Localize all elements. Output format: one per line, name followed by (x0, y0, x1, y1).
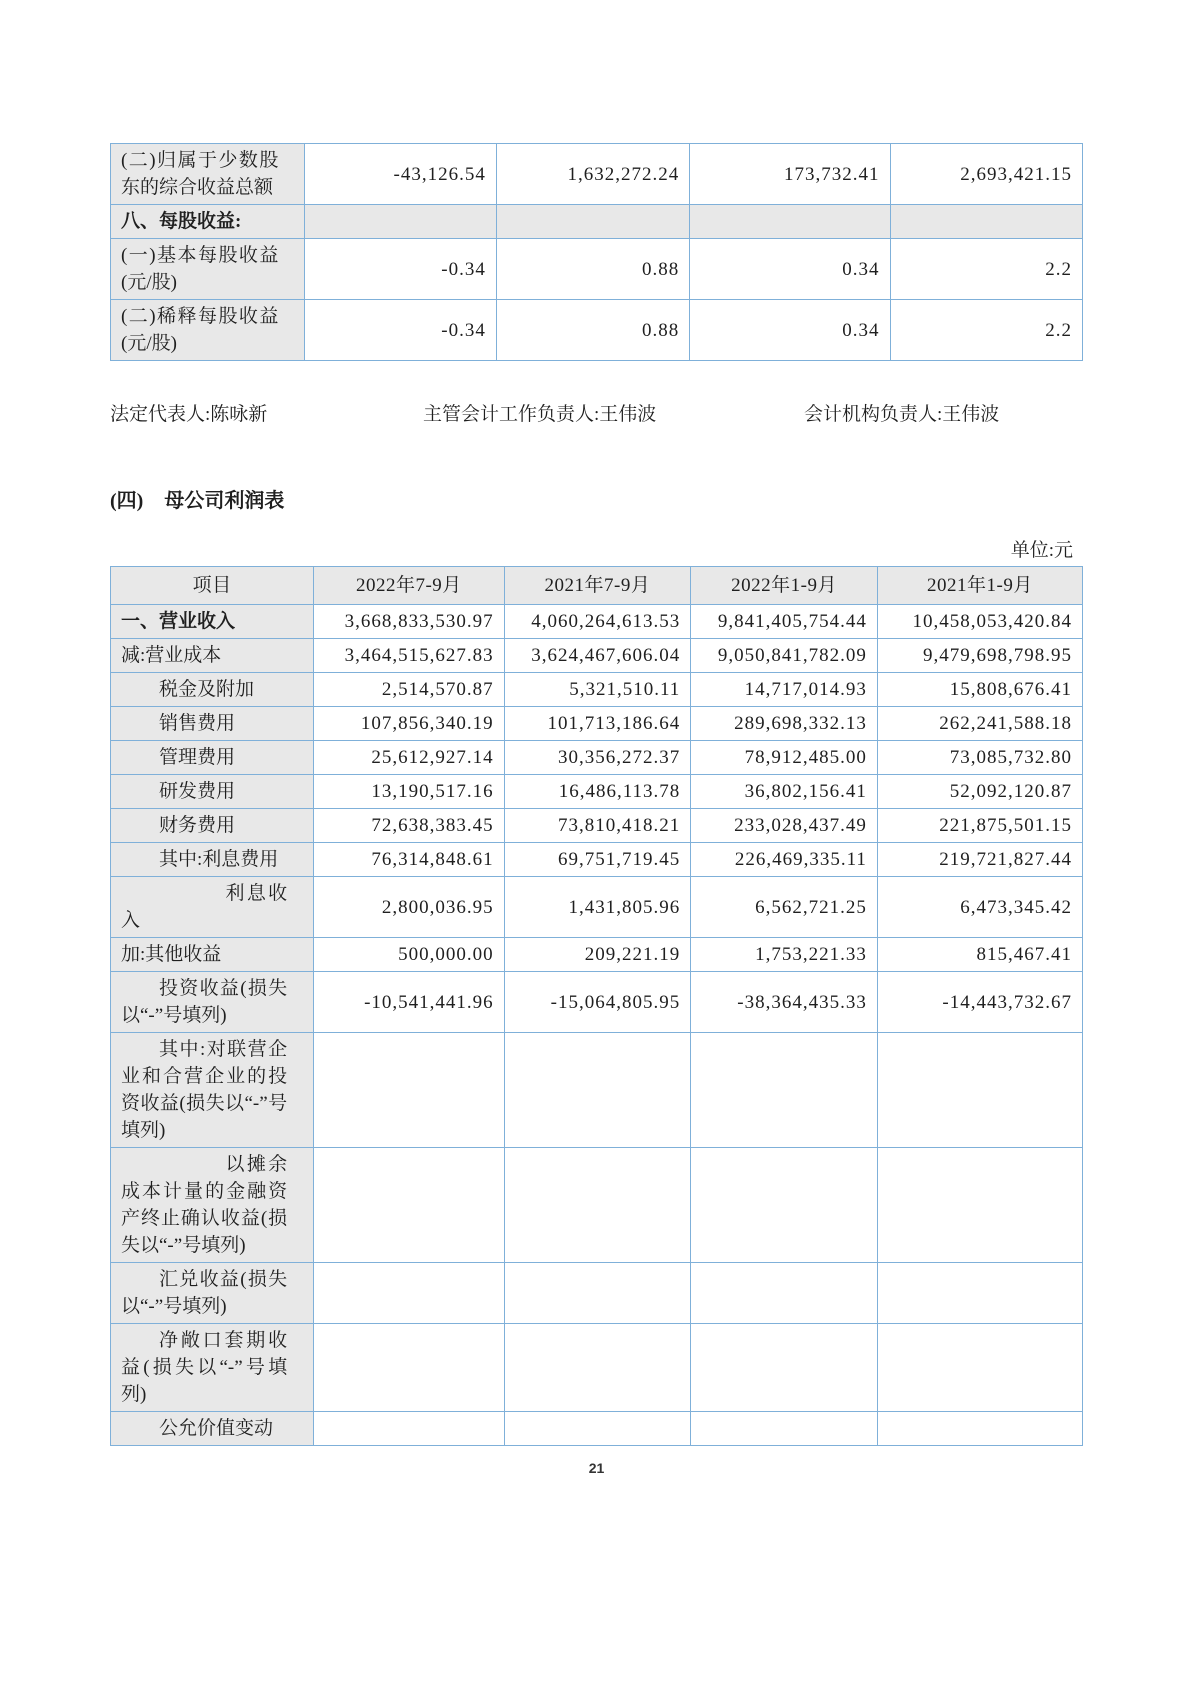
value-cell: 13,190,517.16 (314, 775, 505, 809)
value-cell: -38,364,435.33 (691, 972, 878, 1033)
value-cell (877, 1033, 1082, 1148)
item-label-cell: 以摊余成本计量的金融资产终止确认收益(损失以“-”号填列) (111, 1148, 314, 1263)
table-row (111, 673, 1083, 707)
item-label-cell: 汇兑收益(损失以“-”号填列) (111, 1263, 314, 1324)
page-number: 21 (588, 1460, 605, 1476)
column-header-2021-ytd: 2021年1-9月 (877, 567, 1082, 605)
value-cell: 1,632,272.24 (496, 144, 689, 205)
comprehensive-income-table (110, 143, 1083, 361)
item-label-cell: 利息收入 (111, 877, 314, 938)
item-label-cell: 净敞口套期收益(损失以“-”号填列) (111, 1324, 314, 1412)
value-cell (314, 1324, 505, 1412)
value-cell: -0.34 (305, 239, 496, 300)
value-cell: 5,321,510.11 (504, 673, 691, 707)
column-header-2022-ytd: 2022年1-9月 (691, 567, 878, 605)
value-cell: 6,473,345.42 (877, 877, 1082, 938)
item-label-cell: 其中:利息费用 (111, 843, 314, 877)
value-cell (691, 1324, 878, 1412)
value-cell: -14,443,732.67 (877, 972, 1082, 1033)
item-label-cell: 八、每股收益: (111, 205, 305, 239)
value-cell (496, 205, 689, 239)
table-row (111, 707, 1083, 741)
column-header-2021-q3: 2021年7-9月 (504, 567, 691, 605)
value-cell: 78,912,485.00 (691, 741, 878, 775)
value-cell: -15,064,805.95 (504, 972, 691, 1033)
table-row (111, 205, 1083, 239)
value-cell: 9,479,698,798.95 (877, 639, 1082, 673)
value-cell (314, 1412, 505, 1446)
section-number: (四) (110, 490, 144, 512)
item-label-cell: 减:营业成本 (111, 639, 314, 673)
value-cell (314, 1148, 505, 1263)
value-cell: -43,126.54 (305, 144, 496, 205)
item-label-cell: 销售费用 (111, 707, 314, 741)
value-cell: 209,221.19 (504, 938, 691, 972)
value-cell: 0.34 (690, 300, 890, 361)
value-cell: 3,624,467,606.04 (504, 639, 691, 673)
value-cell (691, 1263, 878, 1324)
value-cell: 3,464,515,627.83 (314, 639, 505, 673)
value-cell (314, 1033, 505, 1148)
value-cell: 4,060,264,613.53 (504, 605, 691, 639)
parent-company-income-statement-table (110, 566, 1083, 1446)
table-row (111, 144, 1083, 205)
value-cell: 233,028,437.49 (691, 809, 878, 843)
value-cell (691, 1033, 878, 1148)
value-cell: 3,668,833,530.97 (314, 605, 505, 639)
value-cell: 69,751,719.45 (504, 843, 691, 877)
value-cell: 52,092,120.87 (877, 775, 1082, 809)
value-cell: 2.2 (890, 300, 1083, 361)
table-row (111, 1148, 1083, 1263)
value-cell (877, 1148, 1082, 1263)
value-cell: 289,698,332.13 (691, 707, 878, 741)
value-cell: 9,050,841,782.09 (691, 639, 878, 673)
value-cell: 0.88 (496, 239, 689, 300)
value-cell (305, 205, 496, 239)
value-cell: 173,732.41 (690, 144, 890, 205)
section-title: 母公司利润表 (164, 490, 285, 512)
value-cell: 0.88 (496, 300, 689, 361)
column-header-2022-q3: 2022年7-9月 (314, 567, 505, 605)
item-label-cell: (二)归属于少数股东的综合收益总额 (111, 144, 305, 205)
value-cell (691, 1148, 878, 1263)
value-cell: 73,810,418.21 (504, 809, 691, 843)
value-cell: 6,562,721.25 (691, 877, 878, 938)
value-cell (504, 1263, 691, 1324)
value-cell: -10,541,441.96 (314, 972, 505, 1033)
table-row (111, 605, 1083, 639)
value-cell: 76,314,848.61 (314, 843, 505, 877)
item-label-cell: 加:其他收益 (111, 938, 314, 972)
table-row (111, 1324, 1083, 1412)
value-cell: 9,841,405,754.44 (691, 605, 878, 639)
value-cell: 72,638,383.45 (314, 809, 505, 843)
signature-line (110, 399, 1083, 426)
value-cell (890, 205, 1083, 239)
table-row (111, 741, 1083, 775)
item-label-cell: 管理费用 (111, 741, 314, 775)
table-row (111, 938, 1083, 972)
table-row (111, 877, 1083, 938)
value-cell: 107,856,340.19 (314, 707, 505, 741)
value-cell: 815,467.41 (877, 938, 1082, 972)
table-row (111, 639, 1083, 673)
unit-label: 单位:元 (1010, 540, 1073, 561)
value-cell: 2,514,570.87 (314, 673, 505, 707)
accounting-department-head-signature: 会计机构负责人:王伟波 (804, 404, 1000, 425)
value-cell (690, 205, 890, 239)
value-cell: -0.34 (305, 300, 496, 361)
item-label-cell: 其中:对联营企业和合营企业的投资收益(损失以“-”号填列) (111, 1033, 314, 1148)
item-label-cell: 财务费用 (111, 809, 314, 843)
value-cell: 10,458,053,420.84 (877, 605, 1082, 639)
value-cell (877, 1263, 1082, 1324)
value-cell: 14,717,014.93 (691, 673, 878, 707)
value-cell (314, 1263, 505, 1324)
value-cell: 226,469,335.11 (691, 843, 878, 877)
table-row (111, 809, 1083, 843)
item-label-cell: (一)基本每股收益(元/股) (111, 239, 305, 300)
value-cell: 30,356,272.37 (504, 741, 691, 775)
value-cell: 15,808,676.41 (877, 673, 1082, 707)
value-cell: 1,753,221.33 (691, 938, 878, 972)
value-cell: 16,486,113.78 (504, 775, 691, 809)
value-cell (504, 1324, 691, 1412)
legal-representative-signature: 法定代表人:陈咏新 (110, 404, 268, 425)
item-label-cell: 研发费用 (111, 775, 314, 809)
value-cell: 219,721,827.44 (877, 843, 1082, 877)
value-cell (877, 1412, 1082, 1446)
table-row (111, 239, 1083, 300)
value-cell: 2.2 (890, 239, 1083, 300)
item-label-cell: 公允价值变动 (111, 1412, 314, 1446)
value-cell: 1,431,805.96 (504, 877, 691, 938)
accounting-supervisor-signature: 主管会计工作负责人:王伟波 (423, 404, 657, 425)
value-cell: 221,875,501.15 (877, 809, 1082, 843)
table-row (111, 1033, 1083, 1148)
value-cell (691, 1412, 878, 1446)
value-cell: 73,085,732.80 (877, 741, 1082, 775)
item-label-cell: 投资收益(损失以“-”号填列) (111, 972, 314, 1033)
column-header-item: 项目 (111, 567, 314, 605)
value-cell (504, 1148, 691, 1263)
item-label-cell: 一、营业收入 (111, 605, 314, 639)
value-cell: 2,800,036.95 (314, 877, 505, 938)
table-row (111, 775, 1083, 809)
item-label-cell: 税金及附加 (111, 673, 314, 707)
value-cell: 25,612,927.14 (314, 741, 505, 775)
value-cell: 36,802,156.41 (691, 775, 878, 809)
value-cell: 262,241,588.18 (877, 707, 1082, 741)
value-cell: 0.34 (690, 239, 890, 300)
table-row (111, 1263, 1083, 1324)
item-label-cell: (二)稀释每股收益(元/股) (111, 300, 305, 361)
table-header-row (111, 567, 1083, 605)
value-cell (504, 1033, 691, 1148)
value-cell: 500,000.00 (314, 938, 505, 972)
table-row (111, 300, 1083, 361)
value-cell: 101,713,186.64 (504, 707, 691, 741)
table-row (111, 972, 1083, 1033)
parent-income-statement-wrap (110, 566, 1083, 1446)
table-row (111, 1412, 1083, 1446)
value-cell (504, 1412, 691, 1446)
value-cell: 2,693,421.15 (890, 144, 1083, 205)
section-heading (110, 484, 1083, 513)
table-row (111, 843, 1083, 877)
value-cell (877, 1324, 1082, 1412)
